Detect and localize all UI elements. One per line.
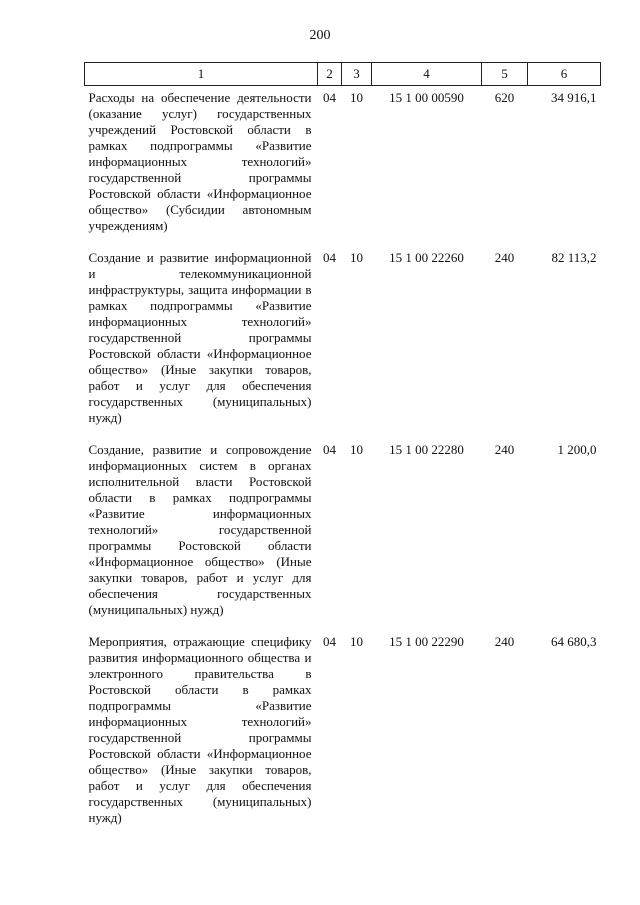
row-subsection-code: 10	[350, 634, 363, 649]
column-header: 3	[342, 63, 372, 86]
column-header: 2	[318, 63, 342, 86]
row-amount: 1 200,0	[557, 442, 597, 457]
table-row	[85, 86, 601, 247]
table-row	[85, 438, 601, 630]
row-expense-type: 240	[494, 442, 515, 457]
table-row	[85, 630, 601, 838]
row-description: Создание и развитие информационной и телекоммуникационной инфраструктуры, защита информации в рамках подпрограммы «Развитие информационных технологий» государственной программы Ростовской области «Информационное общество» (Иные закупки товаров, работ и услуг для обеспечения государственных (муниципальных) нужд)	[88, 250, 312, 425]
row-section-code: 04	[323, 442, 336, 457]
column-header: 1	[85, 63, 318, 86]
row-section-code: 04	[323, 250, 336, 265]
row-subsection-code: 10	[350, 442, 363, 457]
row-description: Мероприятия, отражающие специфику развития информационного общества и электронного правительства в Ростовской области в рамках подпрограммы «Развитие информационных технологий» государственной программы Ростовской области «Информационное общество» (Иные закупки товаров, работ и услуг для обеспечения государственных (муниципальных) нужд)	[88, 634, 312, 825]
row-description: Создание, развитие и сопровождение информационных систем в органах исполнительной власти Ростовской области в рамках подпрограммы «Развитие информационных технологий» государственной программы Ростовской области «Информационное общество» (Иные закупки товаров, работ и услуг для обеспечения государственных (муниципальных) нужд)	[88, 442, 312, 617]
row-amount: 64 680,3	[551, 634, 597, 649]
row-target-article: 15 1 00 22260	[389, 250, 464, 265]
row-expense-type: 240	[494, 634, 515, 649]
budget-table	[84, 62, 601, 838]
row-target-article: 15 1 00 22290	[389, 634, 464, 649]
row-target-article: 15 1 00 00590	[389, 90, 464, 105]
page-number: 200	[309, 28, 331, 43]
row-amount: 34 916,1	[551, 90, 597, 105]
table-row	[85, 246, 601, 438]
row-amount: 82 113,2	[551, 250, 597, 265]
row-target-article: 15 1 00 22280	[389, 442, 464, 457]
row-description: Расходы на обеспечение деятельности (оказание услуг) государственных учреждений Ростовской области в рамках подпрограммы «Развитие информационных технологий» государственной программы Ростовской области «Информационное общество» (Субсидии автономным учреждениям)	[88, 90, 312, 233]
row-expense-type: 240	[494, 250, 515, 265]
column-header: 5	[482, 63, 528, 86]
row-subsection-code: 10	[350, 90, 363, 105]
table-header-row	[85, 63, 601, 86]
column-header: 6	[528, 63, 601, 86]
row-section-code: 04	[323, 90, 336, 105]
column-header: 4	[372, 63, 482, 86]
row-subsection-code: 10	[350, 250, 363, 265]
row-expense-type: 620	[494, 90, 515, 105]
row-section-code: 04	[323, 634, 336, 649]
